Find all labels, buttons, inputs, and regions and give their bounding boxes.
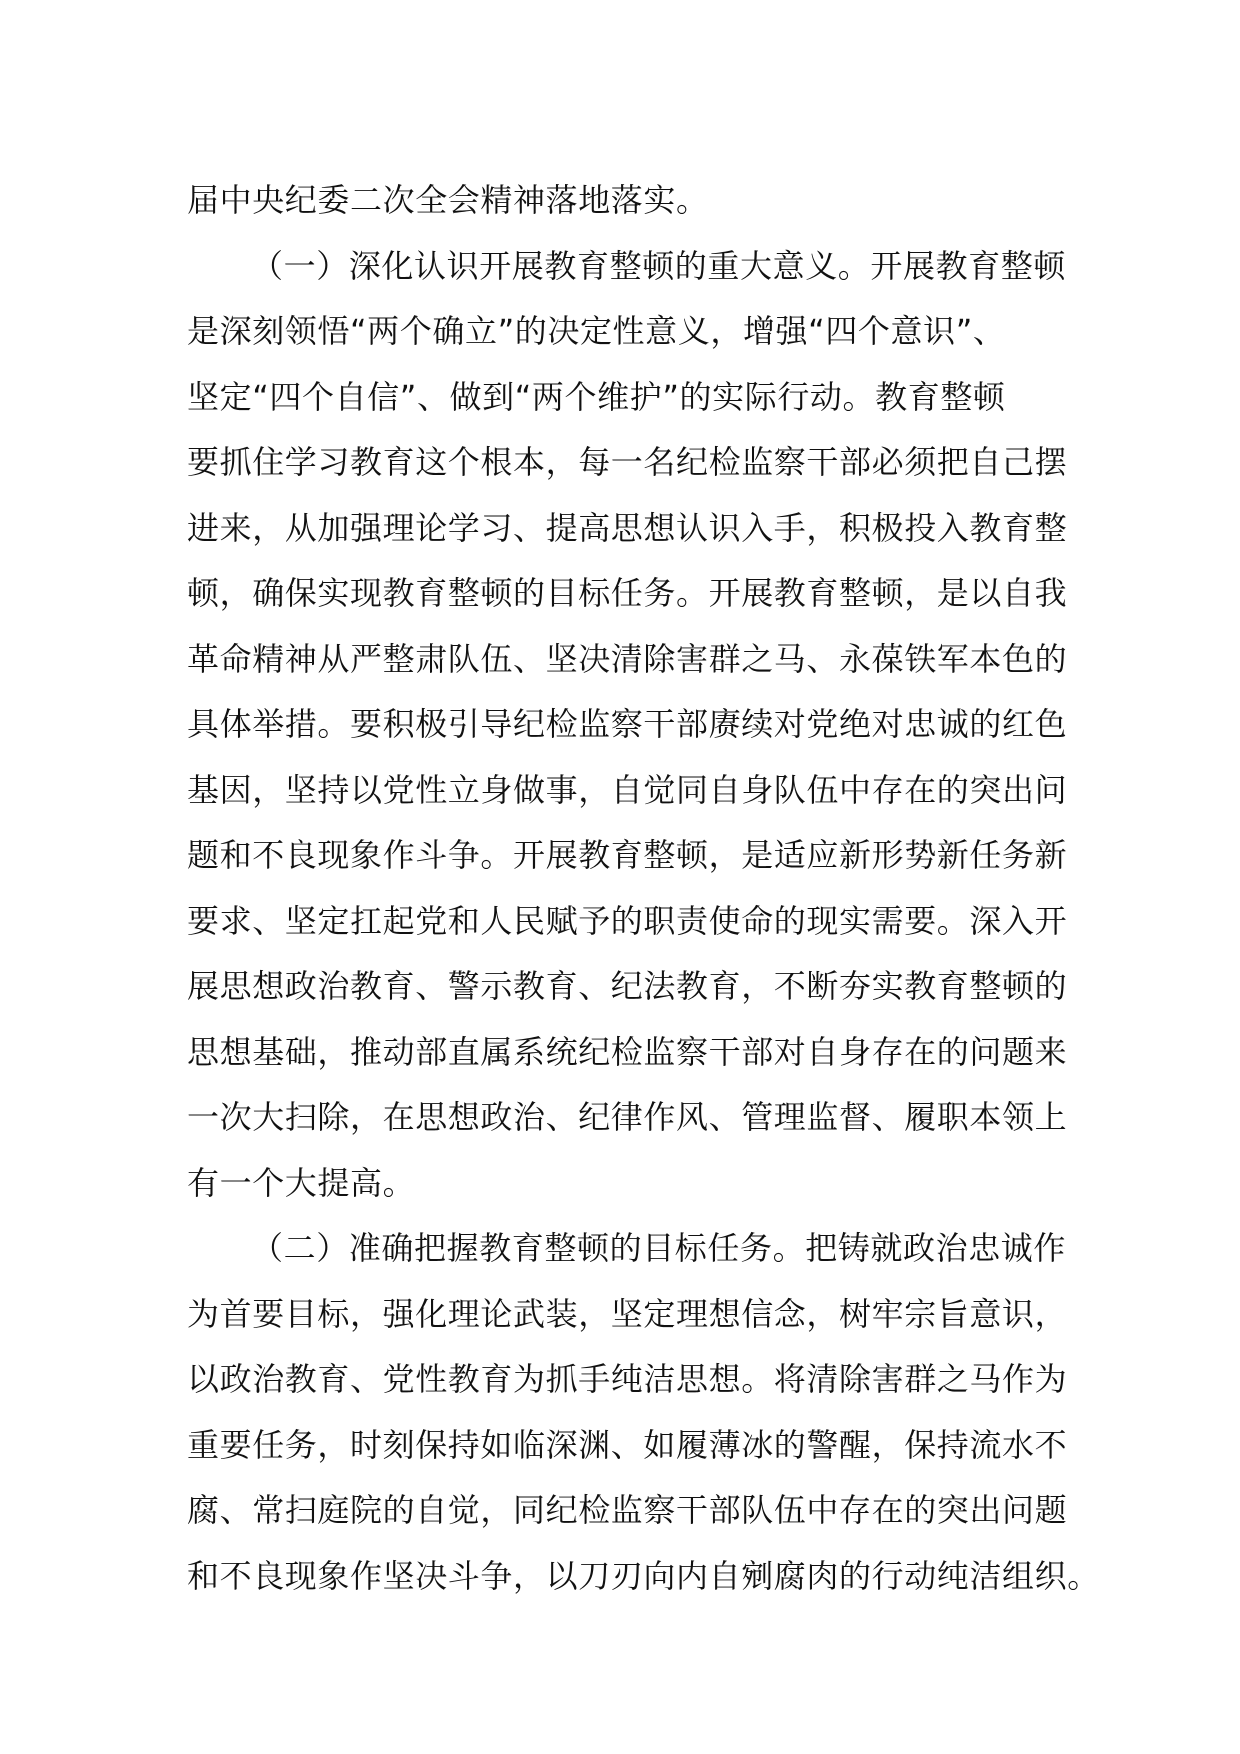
paragraph-2-first-line: （二）准确把握教育整顿的目标任务。把铸就政治忠诚作 bbox=[251, 1229, 1067, 1267]
text-line: 一次大扫除，在思想政治、纪律作风、管理监督、履职本领上 bbox=[187, 1098, 1068, 1136]
text-line: 革命精神从严整肃队伍、坚决清除害群之马、永葆铁军本色的 bbox=[187, 639, 1068, 678]
text-line: 和不良现象作坚决斗争，以刀刃向内自剜腐肉的行动纯洁组织。 bbox=[187, 1556, 1100, 1595]
text-line: 进来，从加强理论学习、提高思想认识入手，积极投入教育整 bbox=[187, 508, 1068, 547]
text-line: 以政治教育、党性教育为抓手纯洁思想。将清除害群之马作为 bbox=[187, 1360, 1068, 1398]
body-text bbox=[187, 168, 1100, 1609]
paragraph-1-first-line: （一）深化认识开展教育整顿的重大意义。开展教育整顿 bbox=[251, 246, 1067, 285]
text-line: 顿，确保实现教育整顿的目标任务。开展教育整顿，是以自我 bbox=[187, 574, 1068, 612]
text-line: 坚定“四个自信”、做到“两个维护”的实际行动。教育整顿 bbox=[187, 377, 1006, 416]
text-line: 题和不良现象作斗争。开展教育整顿，是适应新形势新任务新 bbox=[187, 836, 1068, 874]
text-line: 思想基础，推动部直属系统纪检监察干部对自身存在的问题来 bbox=[187, 1032, 1068, 1071]
text-line: 要抓住学习教育这个根本，每一名纪检监察干部必须把自己摆 bbox=[187, 443, 1068, 481]
text-line: 腐、常扫庭院的自觉，同纪检监察干部队伍中存在的突出问题 bbox=[187, 1491, 1068, 1529]
text-line: 重要任务，时刻保持如临深渊、如履薄冰的警醒，保持流水不 bbox=[187, 1425, 1068, 1464]
text-line: 有一个大提高。 bbox=[187, 1163, 416, 1202]
text-line: 展思想政治教育、警示教育、纪法教育，不断夯实教育整顿的 bbox=[187, 967, 1068, 1005]
text-line: 届中央纪委二次全会精神落地落实。 bbox=[187, 181, 709, 219]
text-line: 是深刻领悟“两个确立”的决定性意义，增强“四个意识”、 bbox=[187, 312, 1006, 350]
text-line: 具体举措。要积极引导纪检监察干部赓续对党绝对忠诚的红色 bbox=[187, 705, 1068, 743]
text-line: 基因，坚持以党性立身做事，自觉同自身队伍中存在的突出问 bbox=[187, 770, 1068, 809]
text-line: 要求、坚定扛起党和人民赋予的职责使命的现实需要。深入开 bbox=[187, 901, 1068, 940]
text-line: 为首要目标，强化理论武装，坚定理想信念，树牢宗旨意识， bbox=[187, 1294, 1068, 1333]
